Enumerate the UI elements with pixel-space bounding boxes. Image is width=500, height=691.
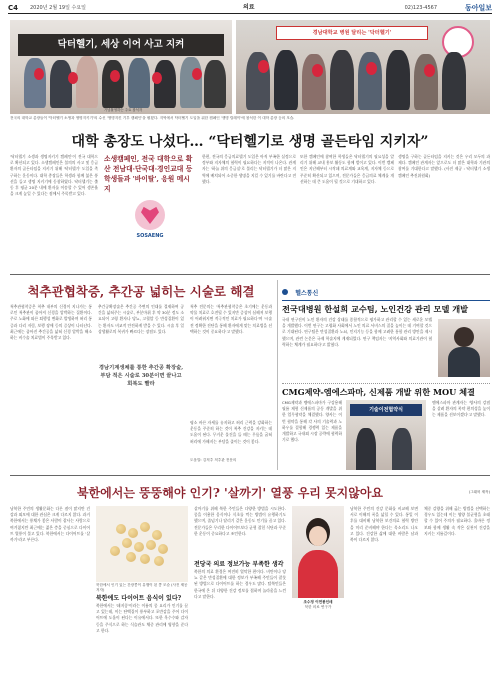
author-name: 조수정 이연봉인데 [303, 600, 333, 604]
sidebar-box-label: 헬스통신 [295, 290, 319, 297]
article1-body-3: 한편, 전국의 응급의료헬기 도입은 아직 부족한 실정으로 정부와 지자체의 협력이 필요하다는 지적이 나온다. 관계자는 '하늘 위의 응급실'로 불리는 닥터헬기가 더 많은 지역에 배치되어 소중한 생명을 지킬 수 있기를 바란다고 전했다. [202, 154, 296, 184]
author-photo [292, 506, 344, 598]
author-title: 북한 의료 연구가 [304, 605, 332, 609]
article3-subhead: 북한에도 다이어트 음식이 있다? [96, 595, 182, 602]
article3-body-2: 살까기를 위해 북한 주민들은 다양한 방법을 시도한다. 콩을 이용한 음식이나 식초를 먹는 방법이 유행하기도 했으며, 줄넘기나 달리기 같은 운동도 인기를 끌고 있다. 전문가들은 무리한 다이어트보다 균형 잡힌 식단과 꾸준한 운동이 중요하다고 조언한다. [194, 506, 286, 536]
article3-subhead-2: 전당국 의료 정보가능 부족한 생각 [194, 561, 284, 568]
sidebar-item1-title: 전국대병원 한설희 교수팀, 노인건강 관리 모델 개발 [282, 304, 469, 314]
article2-pull-quote: 경남기계생체를 통한 추간공 확장술, 부담 적은 시술로 30분이면 끝나고 회복도 빨라 [98, 365, 184, 387]
campaign-logo-icon: SOSAENG [127, 200, 173, 244]
photo-sub-caption: 기념촬영하는 주요 참석자 [104, 108, 143, 112]
contact-phone: 02)123-4567 [404, 5, 437, 11]
article3-headline: 북한에서는 뚱뚱해야 인기? '살까기' 열풍 우리 못지않아요 [76, 486, 384, 500]
researcher-photo [438, 319, 490, 377]
issue-date: 2020년 2월 19일 수요일 [30, 5, 87, 11]
bullet-icon [282, 289, 288, 295]
article2-body-2: 추간공확장술은 추간공 주변의 인대를 절제하여 공간을 넓혀주는 시술로, 부분마취 후 약 30분 정도 소요되어 고령 환자나 당뇨, 고혈압 등 만성질환이 있는 환자도 비교적 안전하게 받을 수 있다. 시술 후 일상생활로의 복귀가 빠르다는 장점도 있다. [98, 304, 184, 334]
page-header [8, 3, 492, 14]
article3-body-1: 남북한 주민의 생활문화는 다른 점이 많지만 건강과 외모에 대한 관심은 크게 다르지 않다. 과거 북한에서는 풍채가 좋은 사람이 잘사는 사람으로 여겨졌지만 최근에는 젊은 층을 중심으로 다이어트 열풍이 불고 있다. 북한에서는 다이어트를 '살까기'라고 부른다. [10, 506, 90, 543]
article1-body-5: 생명을 구하는 골든타임을 지키는 것은 우리 모두의 과제다. 캠페인 관계자는 앞으로도 더 많은 대학과 기관의 참여를 기대한다고 말했다. (사진 제공 : 닥터헬기 소생캠페인 추진위원회) [398, 154, 490, 178]
page-number: C4 [8, 4, 19, 12]
article1-body-4: 또한 캠페인에 참여한 학생들은 닥터헬기의 필요성을 알리기 위해 교내 홍보 활동도 함께 벌이고 있다. 이번 캠페인은 지난해부터 시작돼 의료계와 교육계, 지자체 등으로 꾸준히 확산되고 있으며, 전문가들은 응급의료 체계를 개선하는 데 큰 도움이 될 것으로 기대하고 있다. [300, 154, 394, 184]
article3-middle [96, 506, 188, 686]
article2-body-4: 평소 바른 자세를 유지하고 허리 근력을 강화하는 운동을 꾸준히 하는 것이 척추 건강을 지키는 데 도움이 된다. 무거운 물건을 들 때는 무릎을 굽혀 허리에 가해지는 부담을 줄이는 것이 좋다. [190, 420, 272, 444]
article3-body-3: 북한에서는 '돼지콩'이라는 이름의 콩 요리가 인기를 끌고 있는데, 이는 단백질이 풍부하고 포만감을 주어 다이어트에 도움이 된다는 이유에서다. 또한 옥수수와 감자 등을 주식으로 하는 식습관도 체중 관리에 영향을 준다고 한다. [96, 603, 188, 633]
banner: 닥터헬기, 세상 이어 사고 지켜 [18, 34, 224, 56]
article2-body-3: 척추 전문의는 '척추관협착증은 초기에는 운동과 약물 치료로 호전될 수 있지만 증상이 심해져 보행이 어려워지면 적극적인 치료가 필요하다'며 '시술 전 정확한 진단을 통해 환자에게 맞는 치료법을 선택하는 것이 중요하다'고 말했다. [190, 304, 272, 334]
article1-pull-box [104, 154, 196, 269]
sidebar-item2-body: CMG제약과 엠에스파마가 구강용해 필름 제형 신제품의 공동 개발을 위한 업무협약을 체결했다. 양사는 이번 협약을 통해 각 사의 기술력과 노하우를 결합해 경쟁력 있는 제품을 개발하고 국내외 시장 공략에 협력하기로 했다. [282, 400, 342, 443]
article2-headline: 척추관협착증, 추간공 넓히는 시술로 해결 [27, 284, 255, 298]
soybean-photo-caption: 북한에서 인기 있는 간장콩이 유행이 된 콩 모습 (사진 제공 저자) [96, 583, 188, 592]
top-right-photo [236, 20, 490, 114]
article1-body-1: '닥터헬기 소생과 생명지키기 캠페인'이 전국 대학으로 확산되고 있다. 소생캠페인은 불의의 사고 및 응급환자의 골든타임을 지키기 위해 '닥터헬기' 도입을 촉구하는 운동이다. 대학 총장들은 학생과 함께 붉은 풍선을 들고 생명 지키기에 동참하였다. 닥터헬기는 출동 후 평균 20분 내에 환자를 이송할 수 있어 생존율을 크게 높일 수 있다는 점에서 주목받고 있다. [10, 154, 98, 197]
article3-body-6: 체중 감량을 위해 굶는 방법을 선택하는 경우도 있는데 이는 영양 불균형을 초래할 수 있어 주의가 필요하다. 올바른 정보와 함께 생활 속 작은 실천이 건강을 지키는 지름길이다. [424, 506, 490, 536]
author-box [292, 506, 344, 686]
top-main-photo [10, 20, 232, 114]
article3-byline: (그래픽 제작) [468, 490, 490, 494]
article3-body-5: 남북한 주민의 건강 문화를 비교해 보면 서로 이해의 폭을 넓힐 수 있다. 통일 이후를 대비해 남북한 보건의료 협력 방안을 미리 준비해야 한다는 목소리도 나오고 있다. 건강한 삶에 대한 바람은 남과 북이 다르지 않다. [350, 506, 418, 543]
article3-col3 [194, 506, 286, 686]
top-photo-caption: 전국의 대학교 총장들이 '닥터헬기 소생과 생명지키기'의 수신 '생명지킨 기부 캠페인'을 펼쳤다. 지역에서 닥터헬기 도입을 위한 캠페인 '생명 릴레이'에 참석한 이 대학 총장 등의 모습. [10, 116, 295, 120]
mou-photo [346, 400, 426, 470]
article2-middle [98, 304, 184, 466]
sidebar-item1-body: 국내 연구진이 노인 환자의 건강 상태를 종합적으로 평가하고 관리할 수 있는 새로운 모델을 개발했다. 이번 연구는 고령화 사회에서 노인 의료 서비스의 질을 높이는 데 기여할 것으로 기대된다. 연구팀은 만성질환과 노쇠, 인지기능 등을 함께 고려한 통합 관리 방안을 제시했으며, 관련 논문은 국제 학술지에 게재되었다. 연구 책임자는 '지역사회와 의료기관이 협력하는 체계가 필요하다'고 밝혔다. [282, 317, 432, 347]
section-title: 의료 [243, 4, 255, 11]
soybean-photo [96, 506, 188, 582]
article1-headline: 대학 총장도 나섰다… “닥터헬기로 생명 골든타임 지키자” [71, 134, 429, 149]
article2-byline: 도움말: 김척추 척추관 전문의 [190, 458, 237, 462]
mou-banner: 기술이전협약식 [350, 404, 422, 416]
event-sign: 경남대학교 병원 달리는 '닥터헬기' [276, 26, 428, 40]
sidebar-item2-body-2: 엠에스파마 관계자는 '양사의 강점을 살려 환자의 복약 편의성을 높이는 제품을 선보이겠다'고 말했다. [432, 400, 490, 418]
newspaper-brand: 동아일보 [464, 4, 492, 12]
health-news-sidebar [282, 280, 490, 470]
article1-pull-quote: 소생캠페인, 전국 대학으로 확산 전남대·단국대·경인교대 등 학생들과 '바이탈', 응원 메시지 [104, 155, 193, 193]
sidebar-item2-title: CMG제약-엠에스파마, 신제품 개발 위한 MOU 체결 [282, 383, 490, 397]
article2-body-1: 척추관협착증은 척추 내부의 신경이 지나가는 통로인 척추관이 좁아져 신경을 압박하는 질환이다. 주로 노화에 따른 퇴행성 변화로 발생하며 허리 통증과 다리 저림, 보행 장애 등의 증상이 나타난다. 최근에는 좁아진 추간공을 넓혀 신경 압박을 해소하는 비수술 치료법이 주목받고 있다. [10, 304, 92, 341]
article3-body-4: 북한의 의료 환경은 여전히 열악한 편이다. 비만이나 당뇨 같은 만성질환에 대한 정보가 부족해 주민들이 잘못된 방법으로 다이어트를 하는 경우도 많다. 탈북민들은 한국에 온 뒤 다양한 건강 정보를 접하며 놀라움을 느낀다고 말한다. [194, 569, 286, 599]
